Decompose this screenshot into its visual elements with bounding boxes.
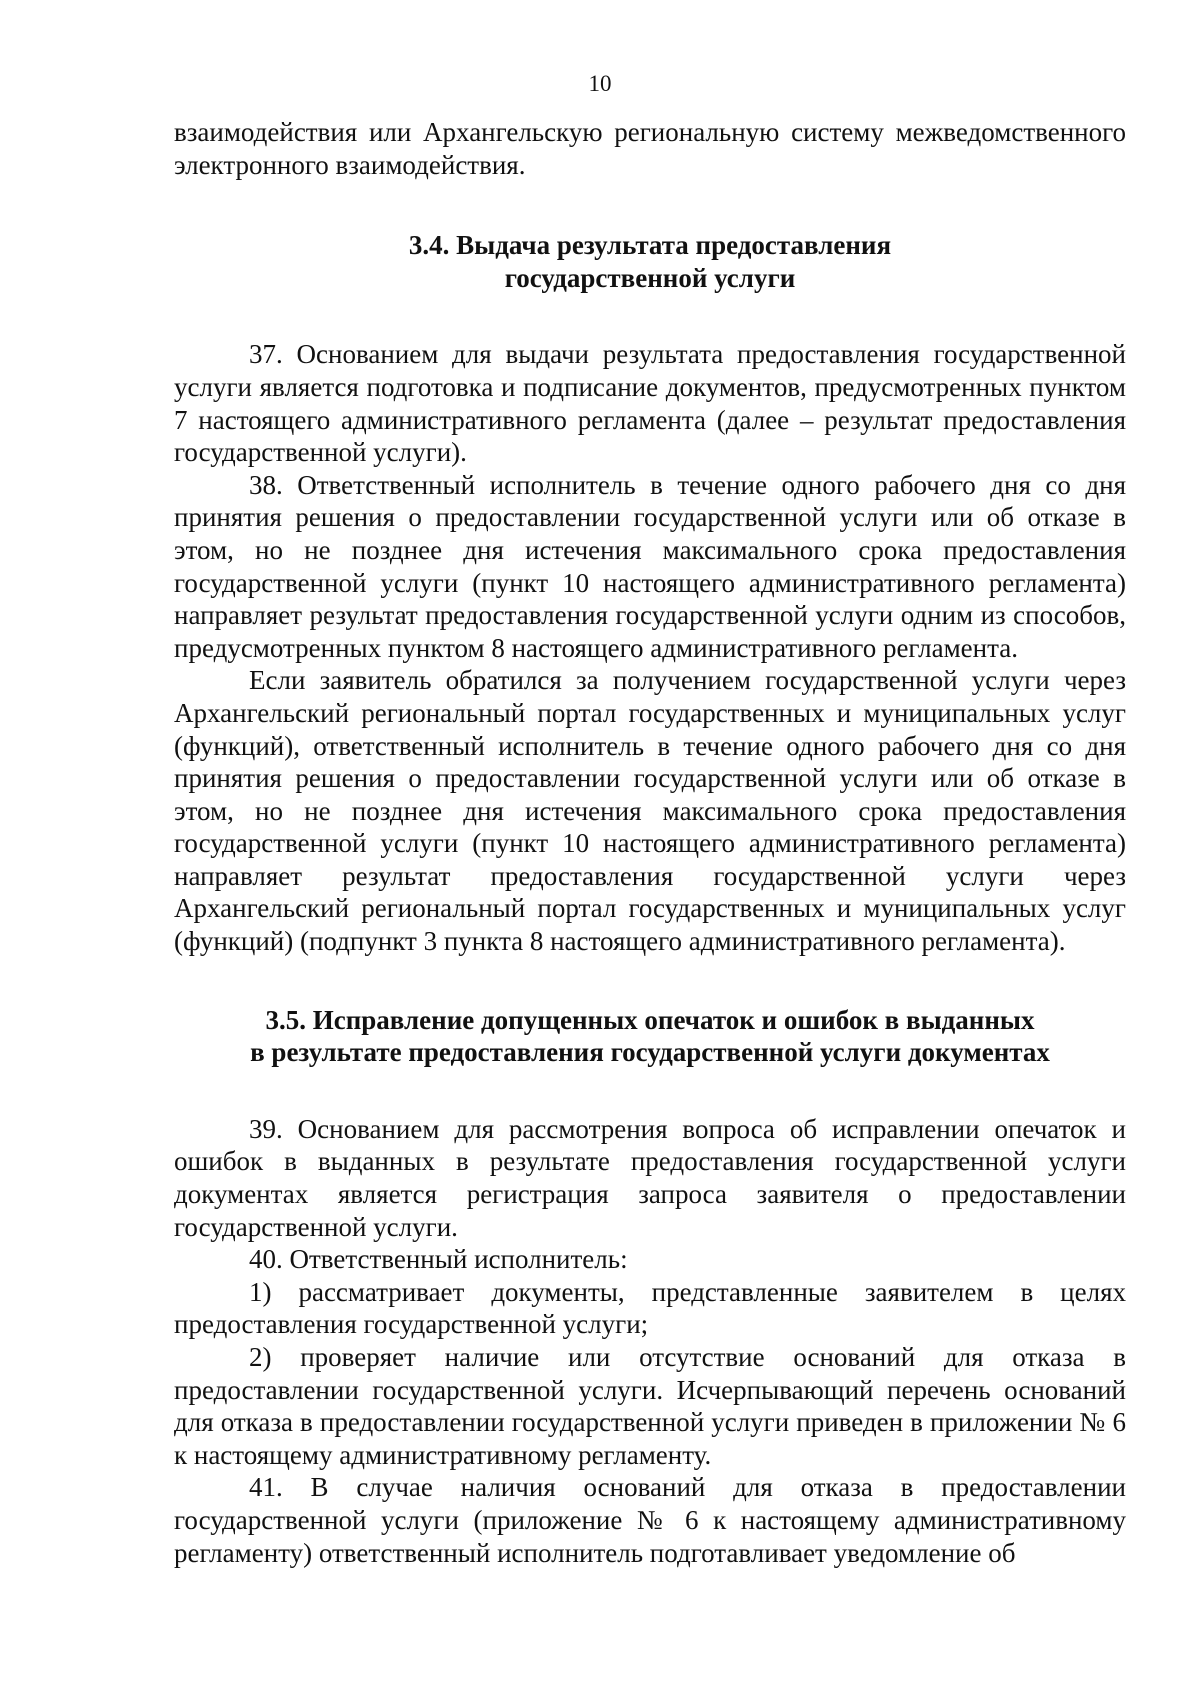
section-heading-3-5 [174, 1004, 1126, 1069]
paragraph-40: 40. Ответственный исполнитель: [249, 1244, 628, 1275]
paragraph-continuation: взаимодействия или Архангельскую региональную систему межведомственного электронного взаимодействия. [174, 117, 1126, 180]
heading-line: 3.5. Исправление допущенных опечаток и ошибок в выданных [265, 1004, 1035, 1035]
list-item-40-2: 2) проверяет наличие или отсутствие оснований для отказа в предоставлении государственной услуги. Исчерпывающий перечень оснований для отказа в предоставлении государственной услуги приведен в приложении № 6 к настоящему административному регламенту. [174, 1342, 1126, 1470]
paragraph-39: 39. Основанием для рассмотрения вопроса об исправлении опечаток и ошибок в выданных в результате предоставления государственной услуги документах является регистрация запроса заявителя о предоставлении государственной услуги. [174, 1113, 1126, 1242]
paragraph-41: 41. В случае наличия оснований для отказа в предоставлении государственной услуги (приложение № 6 к настоящему административному регламенту) ответственный исполнитель подготавливает уведомление об [174, 1472, 1126, 1568]
heading-line: 3.4. Выдача результата предоставления [408, 230, 892, 261]
heading-line: в результате предоставления государственной услуги документах [250, 1037, 1050, 1068]
heading-line: государственной услуги [504, 262, 796, 293]
paragraph-38-continued: Если заявитель обратился за получением государственной услуги через Архангельский региональный портал государственных и муниципальных услуг (функций), ответственный исполнитель в течение одного рабочего дня со дня принятия решения о предоставлении государственной услуги или об отказе в этом, но не позднее дня истечения максимального срока предоставления государственной услуги (пункт 10 настоящего административного регламента) направляет результат предоставления государственной услуги через Архангельский региональный портал государственных и муниципальных услуг (функций) (подпункт 3 пункта 8 настоящего административного регламента). [174, 665, 1126, 957]
paragraph-37: 37. Основанием для выдачи результата предоставления государственной услуги является подготовка и подписание документов, предусмотренных пунктом 7 настоящего административного регламента (далее – результат предоставления государственной услуги). [174, 339, 1126, 468]
section-heading-3-4 [174, 229, 1126, 294]
list-item-40-1: 1) рассматривает документы, представленные заявителем в целях предоставления государственной услуги; [174, 1276, 1126, 1340]
document-body [174, 116, 1126, 1569]
page-number: 10 [588, 71, 612, 96]
paragraph-38: 38. Ответственный исполнитель в течение одного рабочего дня со дня принятия решения о предоставлении государственной услуги или об отказе в этом, но не позднее дня истечения максимального срока предоставления государственной услуги (пункт 10 настоящего административного регламента) направляет результат предоставления государственной услуги одним из способов, предусмотренных пунктом 8 настоящего административного регламента. [174, 469, 1126, 663]
